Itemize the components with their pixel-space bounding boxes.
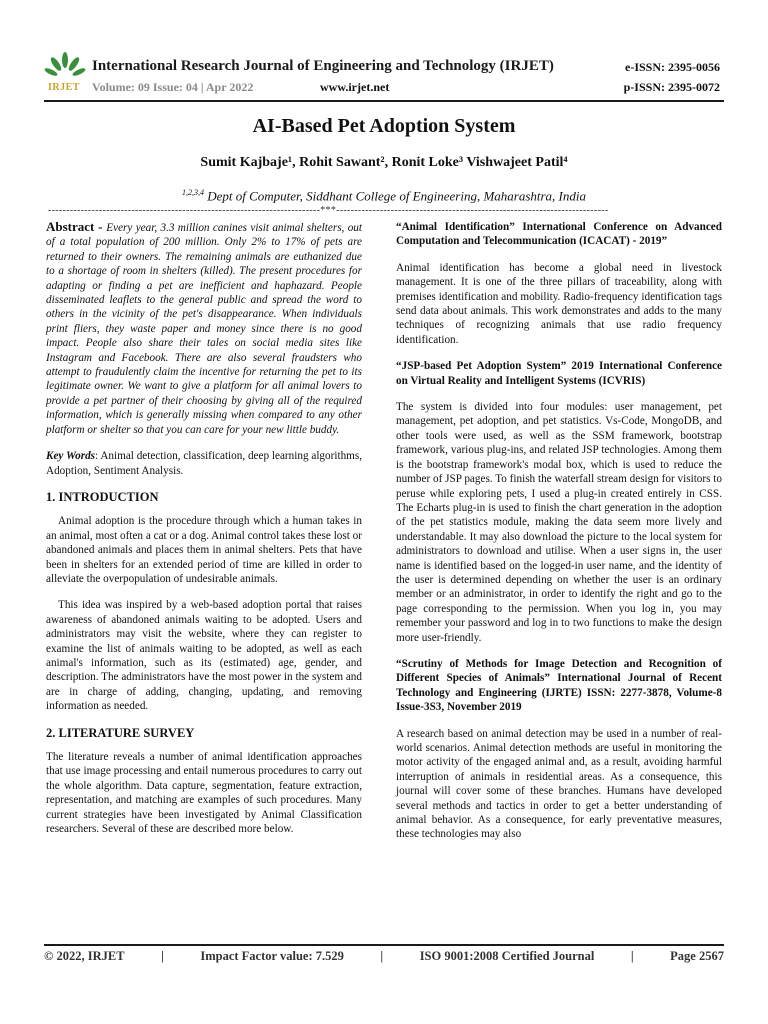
iso-certification: ISO 9001:2008 Certified Journal [419, 949, 595, 963]
abstract [46, 220, 362, 437]
left-column [46, 220, 362, 848]
volume-info: Volume: 09 Issue: 04 | Apr 2022 [92, 80, 254, 94]
page-footer [44, 949, 724, 964]
section-divider: ---------------------------------------------------------------------------***--------------------------------------------------------------------------- [48, 205, 609, 216]
page-number: Page 2567 [670, 949, 724, 963]
journal-website[interactable]: www.irjet.net [320, 80, 390, 94]
keywords [46, 449, 362, 478]
footer-separator: | [161, 949, 164, 963]
paragraph: The system is divided into four modules: user management, pet management, pet adoption, and pet statistics. Vs-Code, MongoDB, and other tools were used, as well as the SSM framework, bootstrap framework, various plug-ins, and related JSP technologies. Among them is the bootstrap framework's modal box, which is used to reduce the number of JSP pages. To finish the waterfall stream design for visitors to peruse while exploring pets, I used a plug-in created entirely in CSS. The Echarts plug-in is used to finish the chart generation in the adoption of the pet statistics module, making the data seem more lively and understandable. It may also download the picture to the local system for administrators to download and utilise. When a user signs in, the user name is identified based on the logged-in user name, and the identity of the user is determined depending on whether the user is an ordinary member or an administrator, in order to identify the right and go to the page corresponding to the permission. When you log in, you may remember your password and log in to two functions to make the design more user-friendly. [396, 401, 722, 644]
paragraph: A research based on animal detection may be used in a number of real-world scenarios. Animal detection methods are useful in monitoring the motor activity of the engaged animal and, as a result, avoiding harmful interruption of animals in residential areas. As a consequence, this journal will cover some of these branches. Humans have developed several methods and tactics in order to get a better understanding of animal behavior. As a consequence, for early preventative measures, these technologies may also [396, 727, 722, 841]
p-issn: p-ISSN: 2395-0072 [623, 80, 720, 94]
header-rule [44, 100, 724, 102]
page-header [0, 0, 768, 104]
keywords-text: : Animal detection, classification, deep learning algorithms, Adoption, Sentiment Analysis. [46, 450, 363, 477]
keywords-label: Key Words [46, 450, 96, 463]
paragraph: This idea was inspired by a web-based adoption portal that raises awareness of abandoned animals waiting to be adopted. Users and administrators may visit the website, where they can register to examine the list of animals waiting to be adopted, as well as each animal's information, such as its (estimated) age, gender, and description. The administrators have the most power in the system and are in charge of adding, changing, updating, and removing information as needed. [46, 599, 362, 713]
paper-title: AI-Based Pet Adoption System [252, 115, 516, 137]
copyright: © 2022, IRJET [44, 949, 125, 963]
section-heading-introduction: 1. INTRODUCTION [46, 489, 159, 504]
right-column [396, 220, 722, 854]
reference-heading: “Scrutiny of Methods for Image Detection and Recognition of Different Species of Animals” International Journal of Recent Technology and Engineering (IJRTE) ISSN: 2277-3878, Volume-8 Issue-3S3, November 2019 [396, 657, 722, 714]
author-list: Sumit Kajbaje¹, Rohit Sawant², Ronit Loke³ Vishwajeet Patil⁴ [200, 155, 568, 170]
affiliation-text: Dept of Computer, Siddhant College of Engineering, Maharashtra, India [203, 188, 587, 204]
paragraph: Animal adoption is the procedure through which a human takes in an animal, most often a cat or a dog. Animal control takes these lost or abandoned animals and places them in animal shelters. Pets that have been in shelters for an extended period of time are killed in order to alleviate the overpopulation of undesirable animals. [46, 515, 362, 585]
affiliation-markers: 1,2,3,4 [181, 188, 204, 197]
section-heading-literature-survey: 2. LITERATURE SURVEY [46, 725, 195, 740]
journal-name: International Research Journal of Engineering and Technology (IRJET) [92, 58, 554, 74]
footer-rule [44, 944, 724, 946]
footer-separator: | [380, 949, 384, 963]
abstract-label: Abstract - [46, 219, 107, 234]
reference-heading: “JSP-based Pet Adoption System” 2019 International Conference on Virtual Reality and Intelligent Systems (ICVRIS) [396, 360, 722, 387]
logo-text: IRJET [48, 82, 80, 93]
paragraph: The literature reveals a number of animal identification approaches that use image processing and entail numerous procedures to carry out the whole algorithm. Data capture, segmentation, feature extraction, representation, and matching are examples of such procedures. Many current strategies have been investigated by Animal Classification researchers. Several of these are described more below. [46, 751, 362, 836]
affiliation [0, 188, 768, 204]
paragraph: Animal identification has become a global need in livestock management. It is one of the three pillars of traceability, along with premises identification and mobility. Radio-frequency identification tags send data about animals. This work demonstrates and adds to the many techniques of recognizing animals that use radio frequency identification. [396, 261, 722, 346]
footer-separator: | [630, 949, 634, 963]
impact-factor: Impact Factor value: 7.529 [200, 949, 344, 963]
e-issn: e-ISSN: 2395-0056 [625, 60, 720, 74]
abstract-text: Every year, 3.3 million canines visit animal shelters, out of a total population of 200 million. Only 2% to 17% of pets are returned to their owners. The remaining animals are euthanized due to a shortage of room in shelters (killed). The present procedures for adapting or finding a pet are inefficient and haphazard. People disseminated leaflets to the general public and spread the word to others in the vicinity of the pet's disappearance. When individuals print fliers, they waste paper and money since there is no good impact. People also share their tales on social media sites like Instagram and Facebook. There are also several fraudsters who attempt to fraudulently claim the incentive for returning the pet to its legitimate owner. We want to give a platform for all animal lovers to provide a pet partner of their choosing by giving all of the required information, which is generally missing when compared to any other platform or shelter so that you can care for your new little buddy. [46, 222, 362, 436]
reference-heading: “Animal Identification” International Conference on Advanced Computation and Telecommunication (ICACAT) - 2019” [396, 221, 722, 248]
